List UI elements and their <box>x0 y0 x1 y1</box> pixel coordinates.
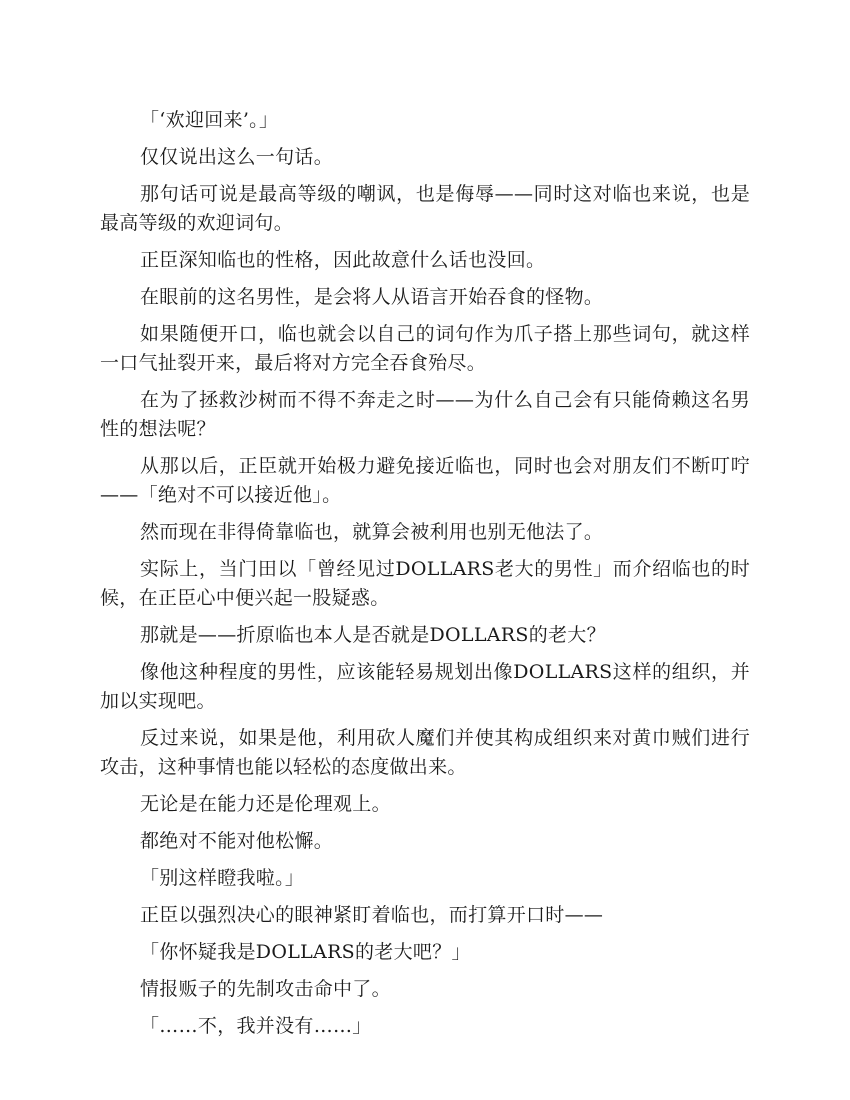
paragraph: 「‘欢迎回来’。」 <box>140 109 279 131</box>
paragraph: 正臣深知临也的性格，因此故意什么话也没回。 <box>140 249 546 271</box>
paragraph: 如果随便开口，临也就会以自己的词句作为爪子搭上那些词句，就这样一口气扯裂开来，最后将对方完全吞食殆尽。 <box>100 323 750 374</box>
paragraph: 那句话可说是最高等级的嘲讽，也是侮辱——同时这对临也来说，也是最高等级的欢迎词句。 <box>100 183 750 234</box>
paragraph: 「别这样瞪我啦。」 <box>140 867 305 889</box>
paragraph: 都绝对不能对他松懈。 <box>140 830 334 852</box>
paragraph: 正臣以强烈决心的眼神紧盯着临也，而打算开口时—— <box>140 904 604 926</box>
paragraph: 「……不，我并没有……」 <box>140 1015 372 1037</box>
paragraph: 实际上，当门田以「曾经见过DOLLARS老大的男性」而介绍临也的时候，在正臣心中便兴起一股疑惑。 <box>100 558 750 609</box>
paragraph: 仅仅说出这么一句话。 <box>140 146 334 168</box>
paragraph: 情报贩子的先制攻击命中了。 <box>140 978 391 1000</box>
paragraph: 「你怀疑我是DOLLARS的老大吧？」 <box>140 941 471 963</box>
paragraph: 那就是——折原临也本人是否就是DOLLARS的老大？ <box>140 624 606 646</box>
paragraph: 然而现在非得倚靠临也，就算会被利用也别无他法了。 <box>140 521 604 543</box>
paragraph: 反过来说，如果是他，利用砍人魔们并使其构成组织来对黄巾贼们进行攻击，这种事情也能以轻松的态度做出来。 <box>100 727 750 778</box>
paragraph: 从那以后，正臣就开始极力避免接近临也，同时也会对朋友们不断叮咛——「绝对不可以接近他」。 <box>100 455 750 506</box>
document-page <box>100 106 750 1049</box>
paragraph: 在为了拯救沙树而不得不奔走之时——为什么自己会有只能倚赖这名男性的想法呢？ <box>100 389 750 440</box>
paragraph: 在眼前的这名男性，是会将人从语言开始吞食的怪物。 <box>140 286 604 308</box>
paragraph: 无论是在能力还是伦理观上。 <box>140 793 391 815</box>
paragraph: 像他这种程度的男性，应该能轻易规划出像DOLLARS这样的组织，并加以实现吧。 <box>100 661 750 712</box>
